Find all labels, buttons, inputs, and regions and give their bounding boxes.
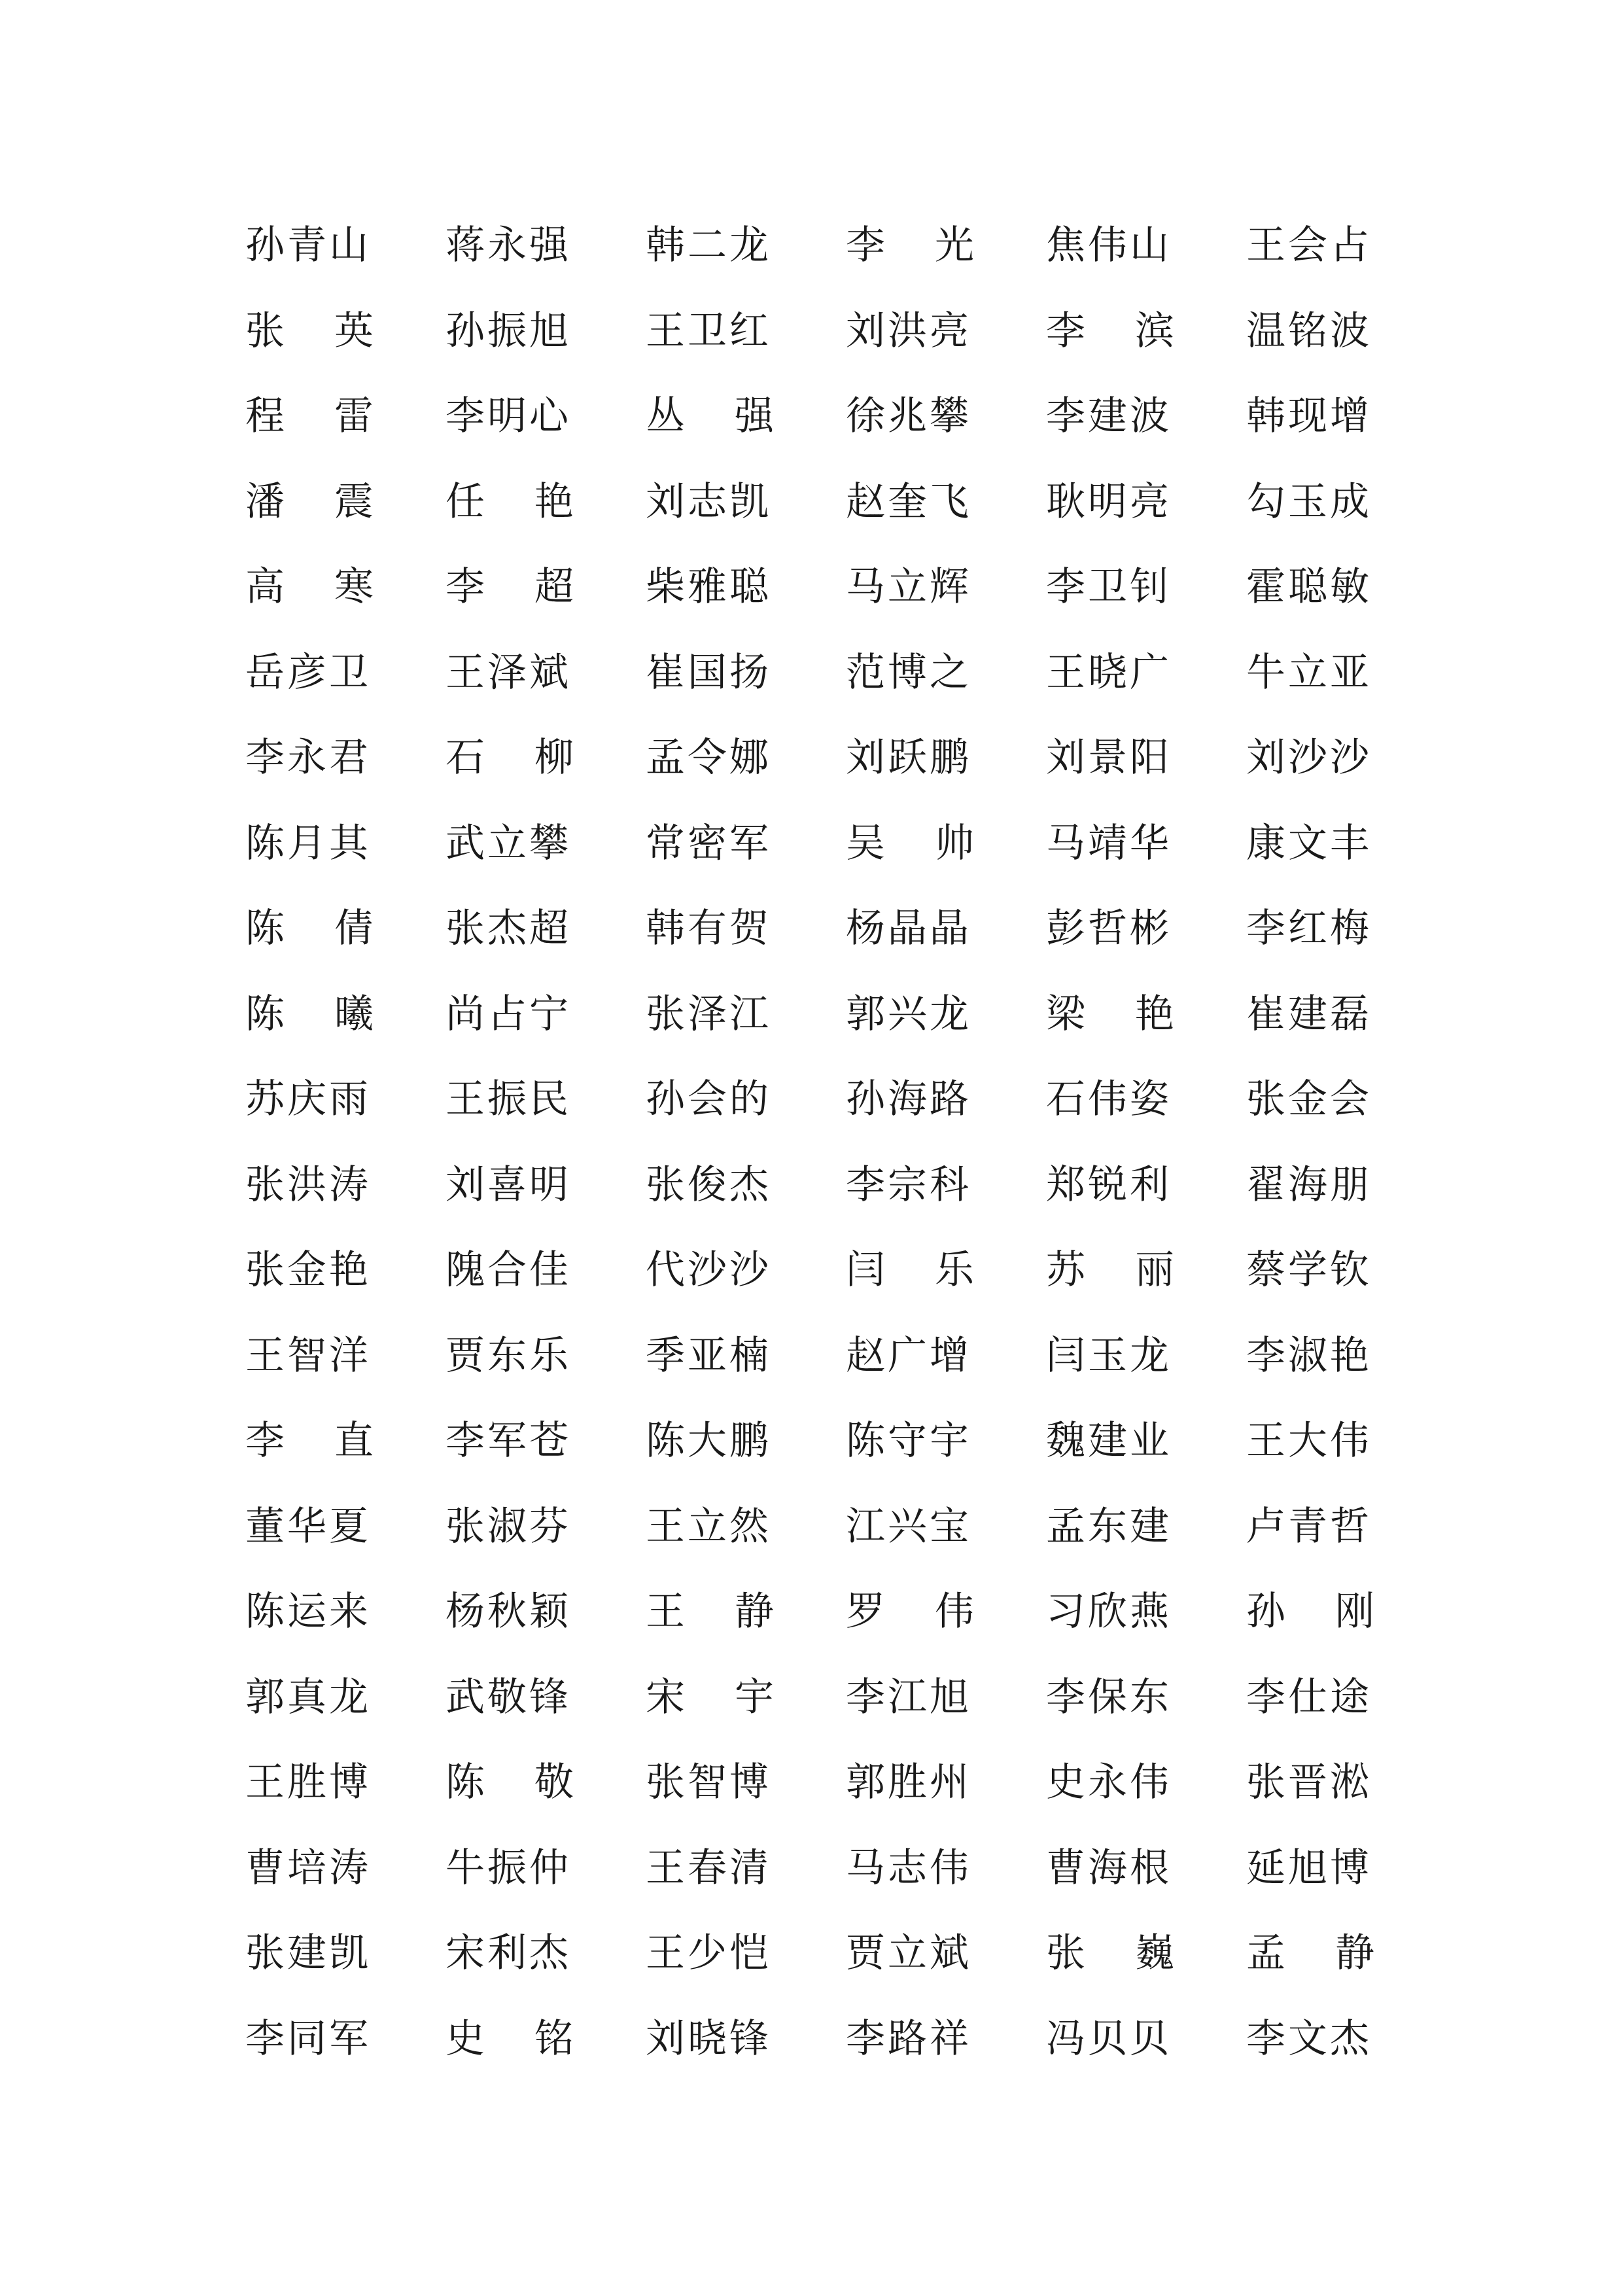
name-entry: 赵广增 [846, 1332, 971, 1379]
name-char: 张 [245, 308, 285, 354]
name-entry [1246, 1911, 1374, 1996]
name-char: 艳 [534, 478, 574, 525]
name-entry: 蔡学钦 [1246, 1247, 1372, 1294]
name-entry: 焦伟山 [1046, 222, 1172, 269]
name-char: 梁 [1046, 991, 1085, 1037]
name-char: 静 [735, 1589, 774, 1635]
name-char: 李 [445, 564, 485, 610]
name-entry: 张金会 [1246, 1076, 1372, 1123]
name-entry [1046, 1227, 1174, 1313]
name-char: 强 [735, 393, 774, 440]
name-entry: 王立然 [646, 1503, 771, 1549]
name-entry: 范博之 [846, 649, 971, 696]
name-entry: 孙青山 [245, 222, 371, 269]
name-entry: 李仕途 [1246, 1674, 1372, 1720]
name-entry: 尚占宁 [445, 991, 571, 1037]
name-entry: 崔国扬 [646, 649, 771, 696]
name-char: 刚 [1335, 1589, 1374, 1635]
name-entry: 孙会的 [646, 1076, 771, 1123]
name-entry: 郭真龙 [245, 1674, 371, 1720]
name-entry: 李宗科 [846, 1161, 971, 1208]
name-entry: 王大伟 [1246, 1418, 1372, 1464]
name-entry: 刘喜明 [445, 1161, 571, 1208]
name-char: 吴 [846, 820, 885, 866]
name-char: 潘 [245, 478, 285, 525]
name-entry: 刘洪亮 [846, 308, 971, 354]
name-char: 艳 [1135, 991, 1174, 1037]
name-entry: 徐兆攀 [846, 393, 971, 440]
name-entry: 隗合佳 [445, 1247, 571, 1294]
name-char: 滨 [1135, 308, 1174, 354]
name-char: 倩 [334, 906, 374, 952]
name-entry: 曹培涛 [245, 1845, 371, 1891]
name-entry [245, 459, 374, 545]
name-entry [245, 972, 374, 1057]
name-entry: 孟令娜 [646, 735, 771, 781]
name-entry: 刘晓锋 [646, 2015, 771, 2062]
name-entry: 孟东建 [1046, 1503, 1172, 1549]
name-entry: 石伟姿 [1046, 1076, 1172, 1123]
name-char: 程 [245, 393, 285, 440]
name-entry: 王晓广 [1046, 649, 1172, 696]
name-entry: 柴雅聪 [646, 564, 771, 610]
name-entry [445, 544, 574, 630]
name-char: 陈 [445, 1759, 485, 1806]
name-char: 陈 [245, 906, 285, 952]
name-entry [245, 374, 374, 459]
name-char: 闫 [846, 1247, 885, 1294]
name-entry [1046, 1911, 1174, 1996]
name-entry: 彭哲彬 [1046, 906, 1172, 952]
name-entry: 李卫钊 [1046, 564, 1172, 610]
name-entry: 魏建业 [1046, 1418, 1172, 1464]
name-entry: 延旭博 [1246, 1845, 1372, 1891]
name-entry: 武立攀 [445, 820, 571, 866]
name-entry: 崔建磊 [1246, 991, 1372, 1037]
name-entry: 张金艳 [245, 1247, 371, 1294]
name-entry: 李淑艳 [1246, 1332, 1372, 1379]
name-entry [846, 1569, 974, 1655]
name-list-grid [245, 203, 1416, 2081]
name-entry: 杨晶晶 [846, 906, 971, 952]
name-entry: 马志伟 [846, 1845, 971, 1891]
name-entry: 翟海朋 [1246, 1161, 1372, 1208]
name-entry: 卢青哲 [1246, 1503, 1372, 1549]
name-entry: 郑锐利 [1046, 1161, 1172, 1208]
name-char: 伟 [935, 1589, 974, 1635]
name-char: 英 [334, 308, 374, 354]
name-entry: 陈运来 [245, 1589, 371, 1635]
name-entry: 张泽江 [646, 991, 771, 1037]
name-entry: 刘跃鹏 [846, 735, 971, 781]
name-entry: 赵奎飞 [846, 478, 971, 525]
name-entry: 张俊杰 [646, 1161, 771, 1208]
name-entry: 马靖华 [1046, 820, 1172, 866]
name-entry: 王会占 [1246, 222, 1372, 269]
name-entry: 张杰超 [445, 906, 571, 952]
name-entry: 韩现增 [1246, 393, 1372, 440]
name-entry: 张洪涛 [245, 1161, 371, 1208]
name-entry: 蒋永强 [445, 222, 571, 269]
name-char: 雷 [334, 393, 374, 440]
name-char: 直 [334, 1418, 374, 1464]
name-entry [1046, 972, 1174, 1057]
name-entry: 宋利杰 [445, 1930, 571, 1977]
name-entry: 牛振仲 [445, 1845, 571, 1891]
name-entry: 韩有贺 [646, 906, 771, 952]
name-entry [445, 1996, 574, 2082]
name-char: 寒 [334, 564, 374, 610]
name-char: 震 [334, 478, 374, 525]
name-entry: 季亚楠 [646, 1332, 771, 1379]
name-entry: 张智博 [646, 1759, 771, 1806]
name-char: 苏 [1046, 1247, 1085, 1294]
name-entry [846, 1227, 974, 1313]
name-entry: 韩二龙 [646, 222, 771, 269]
name-entry [646, 374, 774, 459]
name-char: 乐 [935, 1247, 974, 1294]
name-entry: 李江旭 [846, 1674, 971, 1720]
name-entry: 郭胜州 [846, 1759, 971, 1806]
name-char: 张 [1046, 1930, 1085, 1977]
name-char: 孙 [1246, 1589, 1285, 1635]
name-char: 静 [1335, 1930, 1374, 1977]
name-char: 帅 [935, 820, 974, 866]
name-entry: 陈大鹏 [646, 1418, 771, 1464]
name-entry: 刘志凯 [646, 478, 771, 525]
name-entry: 牛立亚 [1246, 649, 1372, 696]
name-char: 高 [245, 564, 285, 610]
name-entry: 曹海根 [1046, 1845, 1172, 1891]
name-char: 王 [646, 1589, 685, 1635]
name-entry: 苏庆雨 [245, 1076, 371, 1123]
name-entry: 李保东 [1046, 1674, 1172, 1720]
name-entry [646, 1569, 774, 1655]
name-entry: 马立辉 [846, 564, 971, 610]
name-entry: 郭兴龙 [846, 991, 971, 1037]
name-entry: 贾东乐 [445, 1332, 571, 1379]
name-entry [846, 203, 974, 289]
name-entry: 张淑芬 [445, 1503, 571, 1549]
name-entry: 李路祥 [846, 2015, 971, 2062]
name-char: 光 [935, 222, 974, 269]
name-entry: 江兴宝 [846, 1503, 971, 1549]
name-char: 铭 [534, 2015, 574, 2062]
name-entry: 王胜博 [245, 1759, 371, 1806]
name-entry: 李建波 [1046, 393, 1172, 440]
name-char: 巍 [1135, 1930, 1174, 1977]
name-entry: 孙振旭 [445, 308, 571, 354]
name-entry: 王春清 [646, 1845, 771, 1891]
name-entry: 王智洋 [245, 1332, 371, 1379]
name-entry: 勾玉成 [1246, 478, 1372, 525]
name-entry: 杨秋颖 [445, 1589, 571, 1635]
name-char: 曦 [334, 991, 374, 1037]
name-char: 石 [445, 735, 485, 781]
name-entry: 李永君 [245, 735, 371, 781]
name-char: 史 [445, 2015, 485, 2062]
name-entry: 常密军 [646, 820, 771, 866]
name-entry: 康文丰 [1246, 820, 1372, 866]
name-char: 宇 [735, 1674, 774, 1720]
name-entry [245, 544, 374, 630]
name-entry: 董华夏 [245, 1503, 371, 1549]
name-entry: 刘沙沙 [1246, 735, 1372, 781]
name-char: 陈 [245, 991, 285, 1037]
name-entry: 史永伟 [1046, 1759, 1172, 1806]
name-entry [245, 289, 374, 374]
name-entry: 武敬锋 [445, 1674, 571, 1720]
name-entry [445, 1740, 574, 1826]
name-entry [646, 1655, 774, 1740]
name-entry [445, 459, 574, 545]
name-entry [1046, 289, 1174, 374]
name-char: 超 [534, 564, 574, 610]
name-char: 李 [245, 1418, 285, 1464]
name-entry [245, 886, 374, 972]
name-char: 宋 [646, 1674, 685, 1720]
name-entry: 温铭波 [1246, 308, 1372, 354]
name-entry: 王振民 [445, 1076, 571, 1123]
name-entry: 王泽斌 [445, 649, 571, 696]
name-entry: 霍聪敏 [1246, 564, 1372, 610]
name-char: 柳 [534, 735, 574, 781]
name-entry: 习欣燕 [1046, 1589, 1172, 1635]
name-entry: 李文杰 [1246, 2015, 1372, 2062]
name-entry: 冯贝贝 [1046, 2015, 1172, 2062]
name-entry [245, 1398, 374, 1484]
name-entry: 闫玉龙 [1046, 1332, 1172, 1379]
name-entry: 王少恺 [646, 1930, 771, 1977]
name-entry: 陈月其 [245, 820, 371, 866]
name-entry: 陈守宇 [846, 1418, 971, 1464]
name-char: 丛 [646, 393, 685, 440]
name-char: 李 [846, 222, 885, 269]
name-entry [1246, 1569, 1374, 1655]
name-entry: 代沙沙 [646, 1247, 771, 1294]
name-entry: 李同军 [245, 2015, 371, 2062]
name-char: 任 [445, 478, 485, 525]
name-entry: 李红梅 [1246, 906, 1372, 952]
name-entry: 贾立斌 [846, 1930, 971, 1977]
name-entry: 李明心 [445, 393, 571, 440]
name-entry [445, 715, 574, 801]
name-char: 罗 [846, 1589, 885, 1635]
name-entry [846, 801, 974, 887]
name-entry: 耿明亮 [1046, 478, 1172, 525]
name-entry: 岳彦卫 [245, 649, 371, 696]
name-char: 敬 [534, 1759, 574, 1806]
name-entry: 王卫红 [646, 308, 771, 354]
name-entry: 刘景阳 [1046, 735, 1172, 781]
name-entry: 孙海路 [846, 1076, 971, 1123]
name-char: 丽 [1135, 1247, 1174, 1294]
name-entry: 张晋淞 [1246, 1759, 1372, 1806]
name-char: 李 [1046, 308, 1085, 354]
name-entry: 李军苍 [445, 1418, 571, 1464]
name-char: 孟 [1246, 1930, 1285, 1977]
name-entry: 张建凯 [245, 1930, 371, 1977]
